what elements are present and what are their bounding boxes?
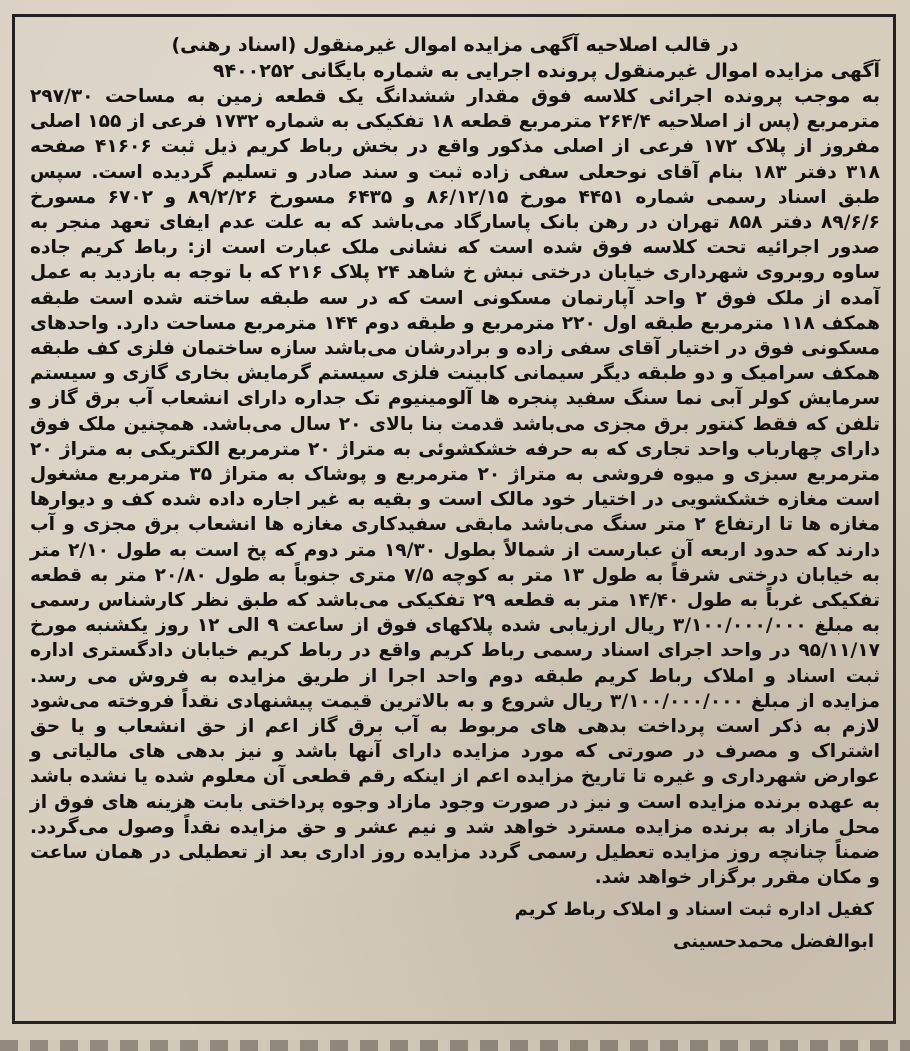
signature-title: کفیل اداره ثبت اسناد و املاک رباط کریم bbox=[514, 898, 874, 920]
cut-edge-strip bbox=[0, 1040, 910, 1051]
notice-subtitle: آگهی مزایده اموال غیرمنقول پرونده اجرایی به شماره بایگانی ۹۴۰۰۲۵۲ bbox=[212, 60, 880, 82]
notice-title: در قالب اصلاحیه آگهی مزایده اموال غیرمنقول (اسناد رهنی) bbox=[171, 34, 739, 56]
signature-name: ابوالفضل محمدحسینی bbox=[673, 930, 874, 952]
notice-body: به موجب پرونده اجرائی کلاسه فوق مقدار ششدانگ یک قطعه زمین به مساحت ۲۹۷/۳۰ مترمربع (پس از اصلاحیه ۲۶۴/۴ مترمربع قطعه ۱۸ تفکیکی به شماره ۱۷۳۲ فرعی از ۱۵۵ اصلی مفروز از پلاک ۱۷۲ فرعی از اصلی مذکور واقع در بخش رباط کریم ذیل ثبت ۴۱۶۰۶ صفحه ۳۱۸ دفتر ۱۸۳ بنام آقای نوحعلی سفی زاده ثبت و سند صادر و تسلیم گردیده است. سپس طبق اسناد رسمی شماره ۴۴۵۱ مورخ ۸۶/۱۲/۱۵ و ۶۴۳۵ مسورخ ۸۹/۲/۲۶ و ۶۷۰۲ مسورخ ۸۹/۶/۶ دفتر ۸۵۸ تهران در رهن بانک پاسارگاد می‌باشد که به علت عدم ایفای تعهد منجر به صدور اجرائیه تحت کلاسه فوق شده است که نشانی ملک عبارت است از: رباط کریم جاده ساوه روبروی شهرداری خیابان درختی نبش خ شاهد ۲۴ پلاک ۲۱۶ که با توجه به بازدید به عمل آمده از ملک فوق ۲ واحد آپارتمان مسکونی است که در سه طبقه ساخته شده است طبقه همکف ۱۱۸ مترمربع طبقه اول ۲۲۰ مترمربع و طبقه دوم ۱۴۴ مترمربع مساحت دارد. واحدهای مسکونی فوق در اختیار آقای سفی زاده و برادرشان می‌باشد سازه ساختمان فلزی کف طبقه همکف سرامیک و دو طبقه دیگر سیمانی کابینت فلزی سیستم گرمایش بخاری گازی و سیستم سرمایش کولر آبی نما سنگ سفید پنجره ها آلومینیوم تک جداره دارای انشعاب آب برق گاز و تلفن که فقط کنتور برق مجزی می‌باشد قدمت بنا بالای ۲۰ سال می‌باشد. همچنین ملک فوق دارای چهارباب واحد تجاری که به حرفه خشکشوئی به متراژ ۲۰ مترمربع الکتریکی به متراژ ۲۰ مترمربع سبزی و میوه فروشی به متراژ ۲۰ مترمربع و پوشاک به متراژ ۳۵ مترمربع مشغول است مغازه خشکشویی در اختیار خود مالک است و بقیه به غیر اجاره داده شده کف و دیوارها مغازه ها تا ارتفاع ۲ متر سنگ می‌باشد مابقی سفیدکاری مغازه ها انشعاب برق مجزی و آب دارند که حدود اربعه آن عبارست از شمالاً بطول ۱۹/۳۰ متر دوم که پخ است به طول ۲/۱۰ متر به خیابان درختی شرقاً به طول ۱۳ متر به کوچه ۷/۵ متری جنوباً به طول ۲۰/۸۰ متر به قطعه تفکیکی غرباً به طول ۱۴/۴۰ متر به قطعه ۲۹ تفکیکی می‌باشد که طبق نظر کارشناس رسمی به مبلغ ۳/۱۰۰/۰۰۰/۰۰۰ ریال ارزیابی شده پلاکهای فوق از ساعت ۹ الی ۱۲ روز یکشنبه مورخ ۹۵/۱۱/۱۷ در واحد اجرای اسناد رسمی رباط کریم واقع در رباط کریم خیابان دادگستری اداره ثبت اسناد و املاک رباط کریم طبقه دوم واحد اجرا از طریق مزایده به فروش می رسد. مزایده از مبلغ ۳/۱۰۰/۰۰۰/۰۰۰ ریال شروع و به بالاترین قیمت پیشنهادی نقداً فروخته می‌شود لازم به ذکر است پرداخت بدهی های مربوط به آب برق گاز اعم از حق انشعاب و یا حق اشتراک و مصرف در صورتی که مورد مزایده دارای آنها باشد و نیز بدهی های مالیاتی و عوارض شهرداری و غیره تا تاریخ مزایده اعم از اینکه رقم قطعی آن معلوم شده یا نشده باشد به عهده برنده مزایده است و نیز در صورت وجود مازاد وجوه پرداختی بابت هزینه های فوق از محل مازاد به برنده مزایده مسترد خواهد شد و نیم عشر و حق مزایده نقداً وصول می‌گردد. ضمناً چنانچه روز مزایده تعطیل رسمی گردد مزایده روز اداری بعد از تعطیلی در همان ساعت و مکان مقرر برگزار خواهد شد. bbox=[30, 86, 881, 889]
notice-content bbox=[30, 28, 880, 955]
